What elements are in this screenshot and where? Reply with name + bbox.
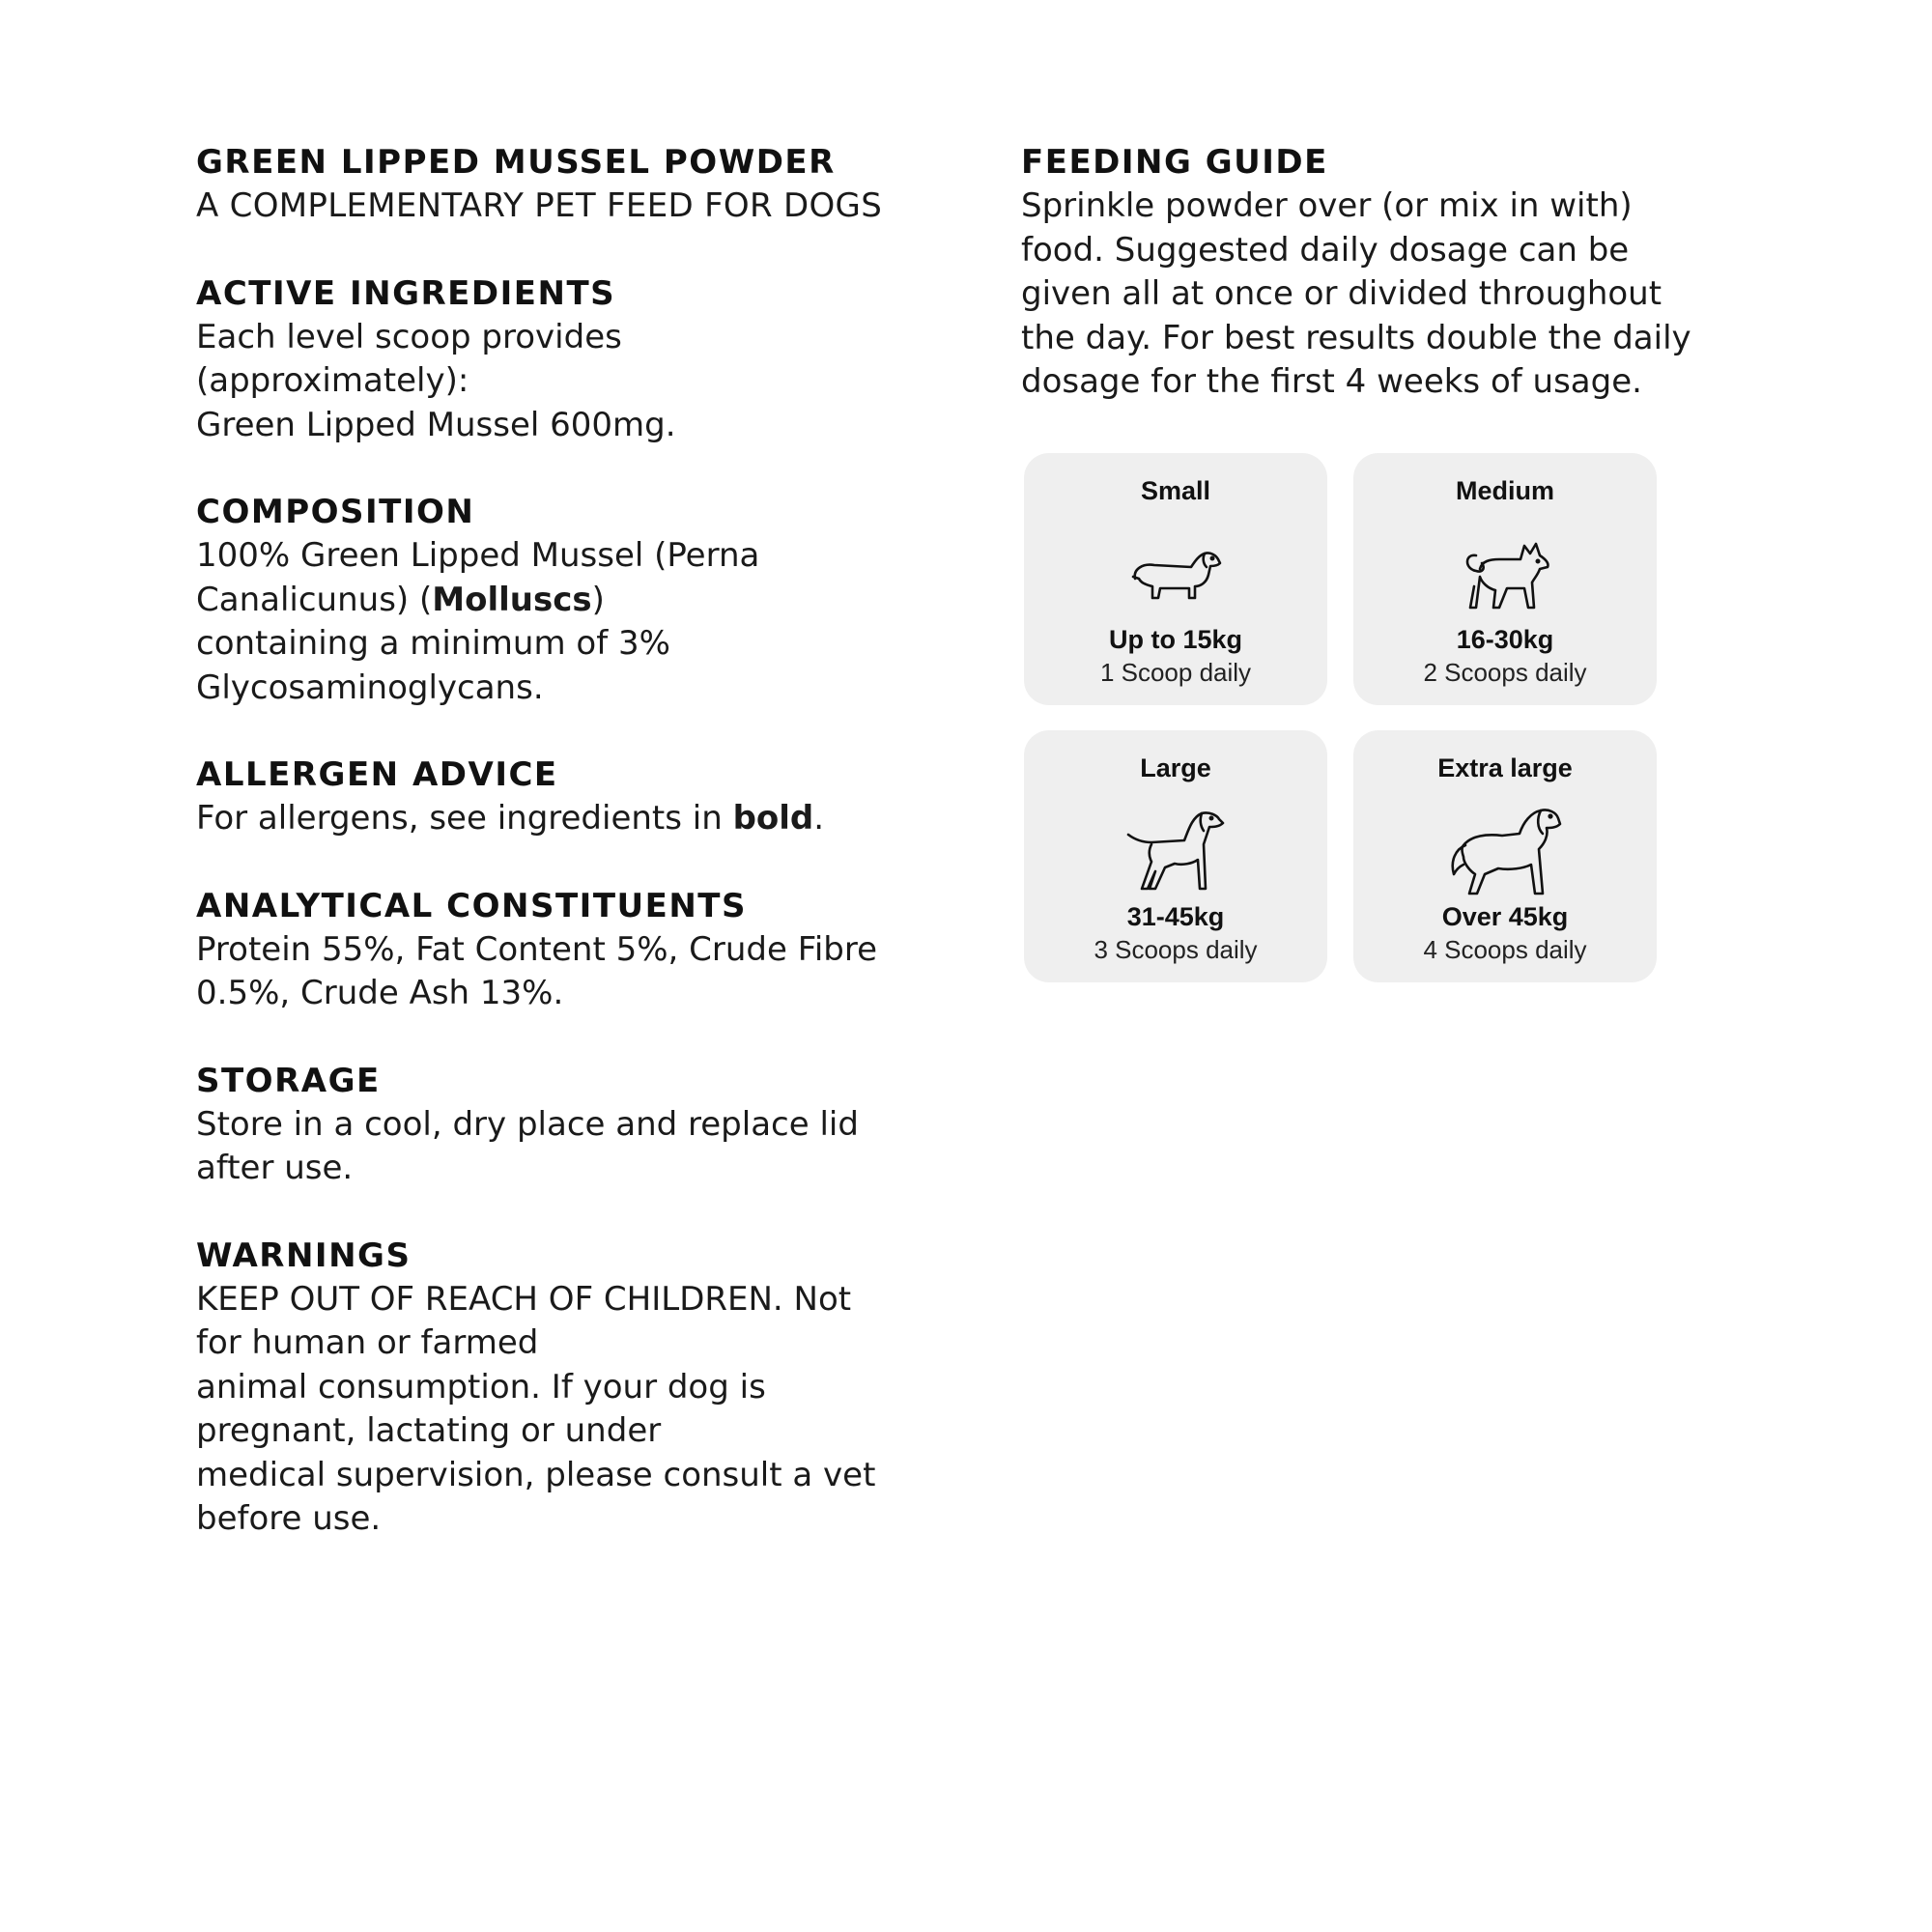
tile-dose: 1 Scoop daily: [1099, 658, 1252, 687]
allergen-text: [196, 797, 950, 841]
product-info-column: [196, 140, 950, 1584]
tile-weight: Up to 15kg: [1108, 625, 1243, 654]
tile-weight: 31-45kg: [1126, 902, 1225, 931]
warnings-section: [196, 1234, 950, 1542]
allergen-bold-word: bold: [732, 799, 814, 838]
product-title: GREEN LIPPED MUSSEL POWDER: [196, 143, 836, 182]
storage-section: [196, 1059, 950, 1191]
tile-dose: 2 Scoops daily: [1423, 658, 1587, 687]
husky-icon: [1457, 530, 1553, 617]
composition-text-end: ) containing a minimum of 3% Glycosaminoglycans.: [196, 580, 670, 707]
composition-heading: COMPOSITION: [196, 493, 475, 531]
dosage-tile-large: [1024, 730, 1327, 982]
storage-text: Store in a cool, dry place and replace lid after use.: [196, 1104, 859, 1187]
dachshund-icon: [1127, 540, 1224, 608]
warnings-heading: WARNINGS: [196, 1236, 412, 1275]
feeding-guide-column: [1021, 140, 1794, 405]
allergen-heading: ALLERGEN ADVICE: [196, 755, 558, 794]
active-ingredients-text: Each level scoop provides (approximately): Green Lipped Mussel 600mg.: [196, 317, 676, 444]
storage-heading: STORAGE: [196, 1061, 381, 1100]
dosage-tile-small: [1024, 453, 1327, 705]
pointer-dog-icon: [1122, 808, 1229, 895]
analytical-text: Protein 55%, Fat Content 5%, Crude Fibre 0.5%, Crude Ash 13%.: [196, 929, 878, 1012]
allergen-text-end: .: [813, 799, 825, 838]
tile-size-label: Large: [1140, 753, 1211, 782]
composition-text-start: 100% Green Lipped Mussel (Perna Canalicunus) (: [196, 536, 760, 619]
tile-dose: 3 Scoops daily: [1094, 935, 1258, 964]
analytical-section: [196, 884, 950, 1016]
feeding-guide-heading: FEEDING GUIDE: [1021, 143, 1328, 182]
tile-dose: 4 Scoops daily: [1423, 935, 1587, 964]
active-ingredients-section: [196, 271, 950, 448]
dosage-grid: [1024, 453, 1657, 982]
product-header: [196, 140, 950, 229]
tile-weight: 16-30kg: [1456, 625, 1554, 654]
tile-size-label: Medium: [1455, 476, 1554, 505]
tile-size-label: Extra large: [1437, 753, 1573, 782]
dosage-tile-extra-large: [1353, 730, 1657, 982]
tile-size-label: Small: [1140, 476, 1211, 505]
allergen-text-start: For allergens, see ingredients in: [196, 799, 733, 838]
tile-weight: Over 45kg: [1441, 902, 1569, 931]
composition-section: [196, 490, 950, 710]
large-dog-icon: [1442, 803, 1568, 899]
composition-text: [196, 534, 950, 710]
analytical-heading: ANALYTICAL CONSTITUENTS: [196, 886, 747, 925]
product-subtitle: A COMPLEMENTARY PET FEED FOR DOGS: [196, 186, 883, 225]
dosage-tile-medium: [1353, 453, 1657, 705]
allergen-section: [196, 753, 950, 841]
active-ingredients-heading: ACTIVE INGREDIENTS: [196, 273, 616, 313]
composition-allergen-bold: Molluscs: [432, 580, 592, 619]
feeding-guide-text: Sprinkle powder over (or mix in with) food. Suggested daily dosage can be given all at once or divided throughout the day. For best results double the daily dosage for the first 4 weeks of usage.: [1021, 186, 1691, 401]
warnings-text: KEEP OUT OF REACH OF CHILDREN. Not for human or farmed animal consumption. If your dog is pregnant, lactating or under medical supervision, please consult a vet before use.: [196, 1279, 876, 1538]
